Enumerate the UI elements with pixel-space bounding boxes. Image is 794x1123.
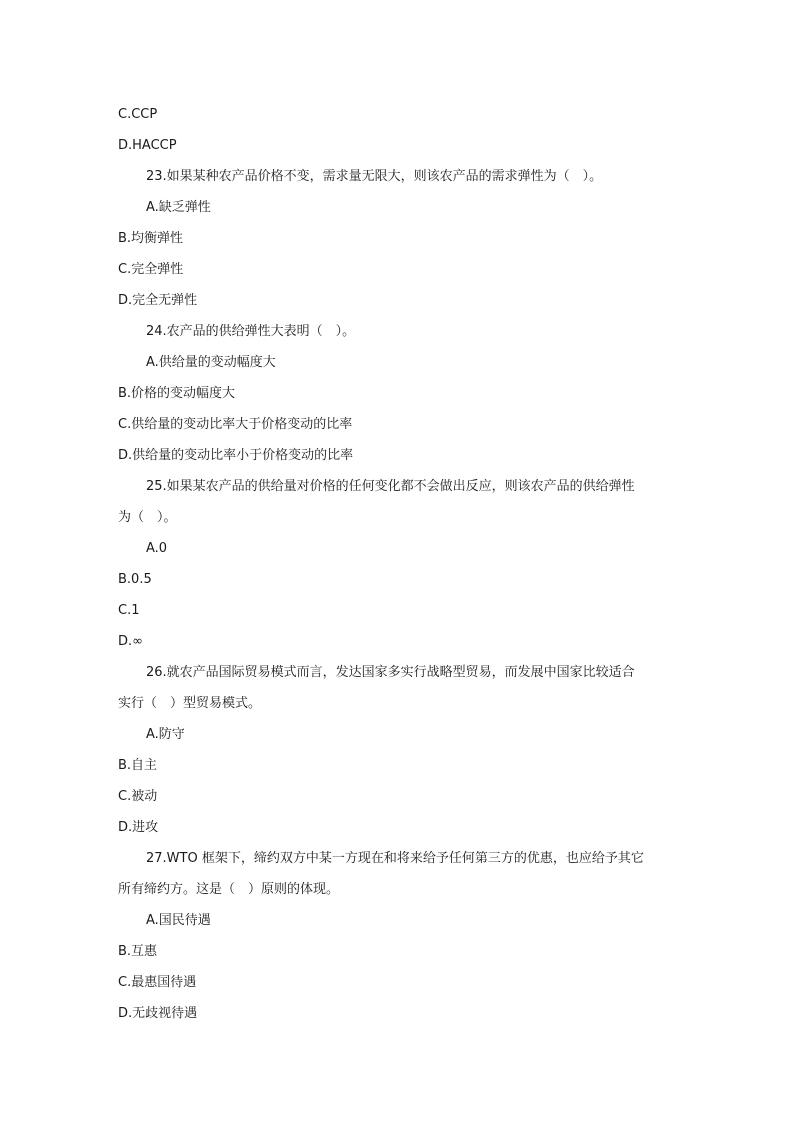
answer-option: C.最惠国待遇: [118, 975, 197, 990]
question-text: 25.如果某农产品的供给量对价格的任何变化都不会做出反应，则该农产品的供给弹性: [146, 479, 635, 494]
question-text: 26.就农产品国际贸易模式而言，发达国家多实行战略型贸易，而发展中国家比较适合: [146, 665, 635, 680]
question-text-continued: 实行（ ）型贸易模式。: [118, 696, 262, 711]
question-text: 27.WTO 框架下，缔约双方中某一方现在和将来给予任何第三方的优惠，也应给予其它: [146, 851, 644, 866]
document-page: [118, 99, 674, 1029]
question-text: 23.如果某种农产品价格不变，需求量无限大，则该农产品的需求弹性为（ ）。: [146, 169, 603, 184]
answer-option: B.自主: [118, 758, 158, 773]
answer-option: A.供给量的变动幅度大: [146, 355, 276, 370]
answer-option: B.均衡弹性: [118, 231, 184, 246]
question-text-continued: 所有缔约方。这是（ ）原则的体现。: [118, 882, 340, 897]
answer-option: A.0: [146, 541, 168, 556]
answer-option: A.国民待遇: [146, 913, 211, 928]
answer-option: D.完全无弹性: [118, 293, 198, 308]
answer-option: D.供给量的变动比率小于价格变动的比率: [118, 448, 354, 463]
answer-option: D.无歧视待遇: [118, 1006, 198, 1021]
answer-option: D.进攻: [118, 820, 159, 835]
answer-option: C.供给量的变动比率大于价格变动的比率: [118, 417, 353, 432]
answer-option: C.CCP: [118, 107, 158, 122]
answer-option: B.互惠: [118, 944, 158, 959]
answer-option: C.完全弹性: [118, 262, 184, 277]
answer-option: C.被动: [118, 789, 158, 804]
answer-option: B.0.5: [118, 572, 152, 587]
answer-option: B.价格的变动幅度大: [118, 386, 236, 401]
answer-option: C.1: [118, 603, 140, 618]
question-text-continued: 为（ ）。: [118, 510, 177, 525]
answer-option: A.缺乏弹性: [146, 200, 211, 215]
answer-option: A.防守: [146, 727, 185, 742]
question-text: 24.农产品的供给弹性大表明（ ）。: [146, 324, 356, 339]
answer-option: D.HACCP: [118, 138, 177, 153]
answer-option: D.∞: [118, 634, 143, 649]
